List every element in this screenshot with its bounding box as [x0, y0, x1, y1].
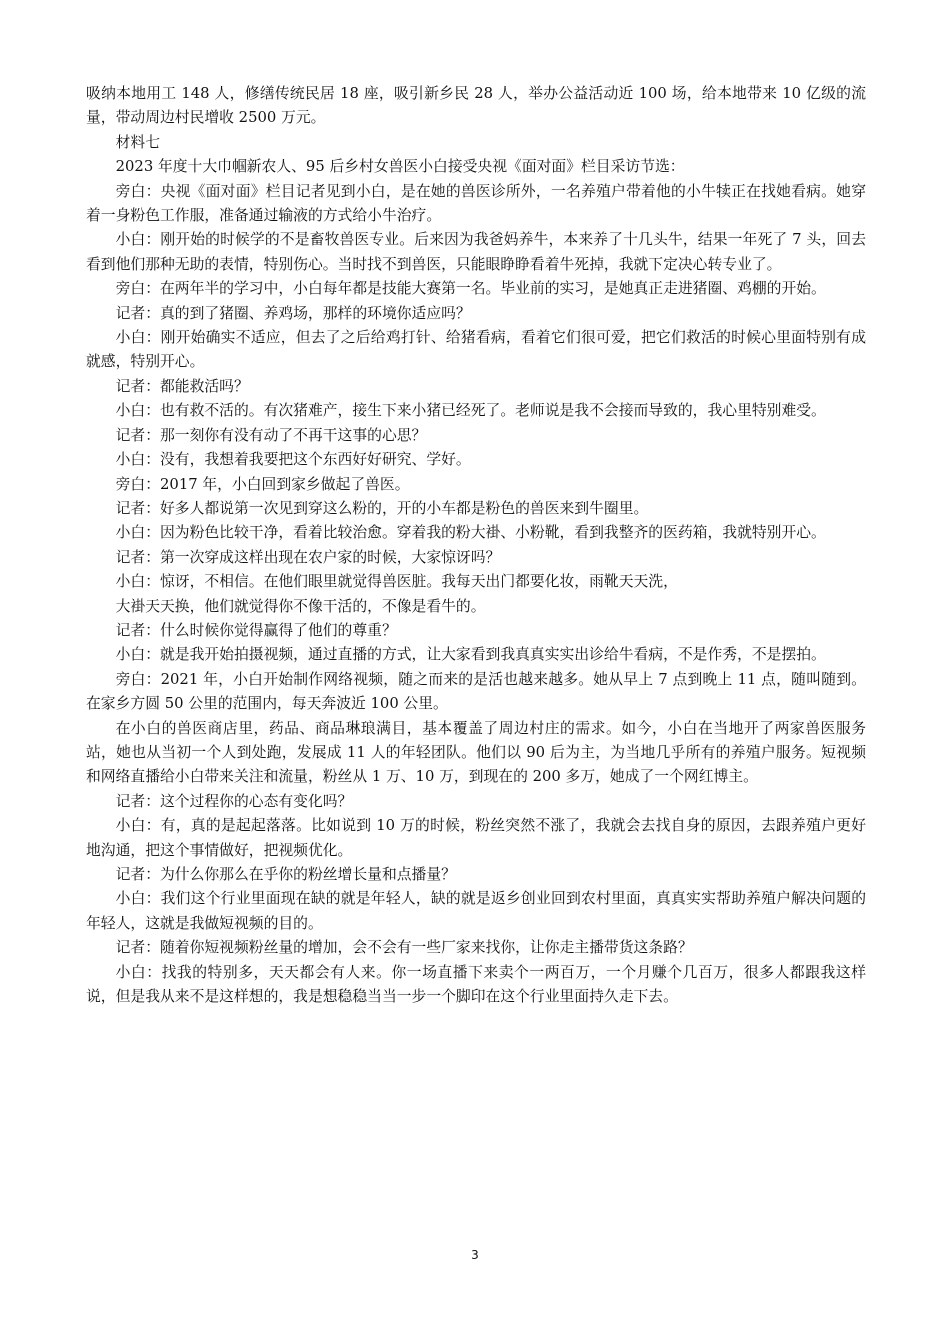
paragraph: 旁白：2021 年，小白开始制作网络视频，随之而来的是活也越来越多。她从早上 7 点到晚上 11 点，随叫随到。在家乡方圆 50 公里的范围内，每天奔波近 100 公里。 [86, 670, 866, 713]
paragraph: 吸纳本地用工 148 人，修缮传统民居 18 座，吸引新乡民 28 人，举办公益活动近 100 场，给本地带来 10 亿级的流量，带动周边村民增收 2500 万元。 [86, 85, 866, 127]
paragraph: 小白：因为粉色比较干净，看着比较治愈。穿着我的粉大褂、小粉靴，看到我整齐的医药箱，我就特别开心。 [115, 524, 826, 542]
paragraph: 小白：惊讶，不相信。在他们眼里就觉得兽医脏。我每天出门都要化妆，雨靴天天洗， [115, 573, 678, 591]
paragraph: 记者：第一次穿成这样出现在农户家的时候，大家惊讶吗？ [115, 548, 501, 566]
paragraph: 小白：就是我开始拍摄视频，通过直播的方式，让大家看到我真真实实出诊给牛看病，不是作秀，不是摆拍。 [115, 646, 826, 664]
paragraph: 记者：这个过程你的心态有变化吗？ [115, 792, 353, 810]
paragraph: 旁白：2017 年，小白回到家乡做起了兽医。 [115, 475, 410, 493]
paragraph: 2023 年度十大巾帼新农人、95 后乡村女兽医小白接受央视《面对面》栏目采访节选： [115, 158, 685, 176]
paragraph: 小白：也有救不活的。有次猪难产，接生下来小猪已经死了。老师说是我不会接而导致的，我心里特别难受。 [115, 402, 826, 420]
paragraph: 记者：随着你短视频粉丝量的增加，会不会有一些厂家来找你，让你走主播带货这条路？ [115, 939, 693, 957]
paragraph: 记者：都能救活吗？ [115, 377, 249, 395]
paragraph: 材料七 [115, 133, 160, 151]
paragraph: 小白：刚开始的时候学的不是畜牧兽医专业。后来因为我爸妈养牛，本来养了十几头牛，结果一年死了 7 头，回去看到他们那种无助的表情，特别伤心。当时找不到兽医，只能眼睁睁看着牛死掉，我就下定决心转专业了。 [86, 231, 866, 273]
paragraph: 小白：没有，我想着我要把这个东西好好研究、学好。 [115, 451, 471, 469]
paragraph: 记者：为什么你那么在乎你的粉丝增长量和点播量？ [115, 866, 456, 883]
page-number: 3 [471, 1248, 479, 1262]
paragraph: 小白：找我的特别多，天天都会有人来。你一场直播下来卖个一两百万，一个月赚个几百万，很多人都跟我这样说，但是我从来不是这样想的，我是想稳稳当当一步一个脚印在这个行业里面持久走下去。 [86, 963, 866, 1006]
paragraph: 旁白：央视《面对面》栏目记者见到小白，是在她的兽医诊所外，一名养殖户带着他的小牛犊正在找她看病。她穿着一身粉色工作服，准备通过输液的方式给小牛治疗。 [86, 182, 866, 225]
paragraph: 小白：刚开始确实不适应，但去了之后给鸡打针、给猪看病，看着它们很可爱，把它们救活的时候心里面特别有成就感，特别开心。 [86, 329, 866, 371]
paragraph: 记者：好多人都说第一次见到穿这么粉的，开的小车都是粉色的兽医来到牛圈里。 [115, 499, 649, 517]
paragraph: 记者：真的到了猪圈、养鸡场，那样的环境你适应吗？ [115, 304, 471, 322]
paragraph: 小白：有，真的是起起落落。比如说到 10 万的时候，粉丝突然不涨了，我就会去找自身的原因，去跟养殖户更好地沟通，把这个事情做好，把视频优化。 [86, 817, 866, 859]
paragraph: 在小白的兽医商店里，药品、商品琳琅满目，基本覆盖了周边村庄的需求。如今，小白在当地开了两家兽医服务站，她也从当初一个人到处跑，发展成 11 人的年轻团队。他们以 90 后为主，为当地几乎所有的养殖户服务。短视频和网络直播给小白带来关注和流量，粉丝从 1 万、10 万，到现在的 200 多万，她成了一个网红博主。 [86, 719, 866, 786]
paragraph: 大褂天天换，他们就觉得你不像干活的，不像是看牛的。 [115, 597, 486, 615]
document-body [86, 82, 866, 1009]
paragraph: 小白：我们这个行业里面现在缺的就是年轻人，缺的就是返乡创业回到农村里面，真真实实帮助养殖户解决问题的年轻人，这就是我做短视频的目的。 [86, 890, 866, 932]
paragraph: 记者：什么时候你觉得赢得了他们的尊重？ [115, 621, 397, 639]
paragraph: 旁白：在两年半的学习中，小白每年都是技能大赛第一名。毕业前的实习，是她真正走进猪圈、鸡棚的开始。 [115, 280, 826, 298]
paragraph: 记者：那一刻你有没有动了不再干这事的心思？ [115, 426, 427, 444]
